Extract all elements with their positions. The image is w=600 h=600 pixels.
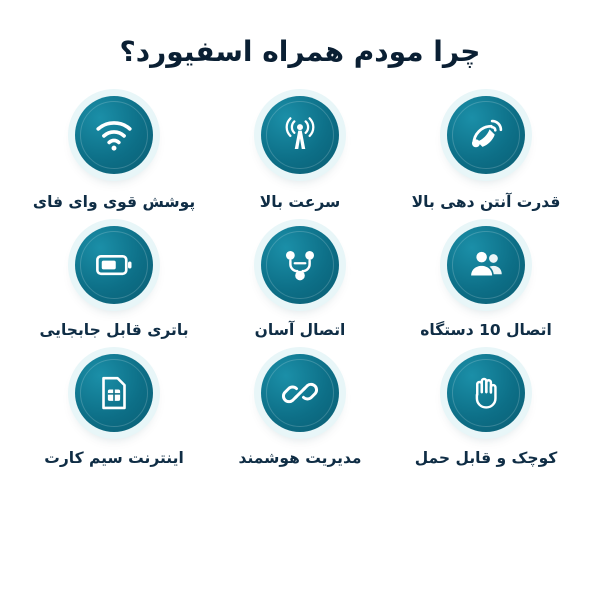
feature-label: باتری قابل جابجایی (39, 321, 189, 340)
link-chain-icon (279, 372, 321, 414)
features-row (20, 226, 580, 342)
feature-label: اتصال آسان (254, 321, 346, 340)
users-group-icon (465, 244, 507, 286)
feature-label: کوچک و قابل حمل (414, 448, 558, 467)
feature-label: پوشش قوی وای فای (32, 193, 196, 212)
feature-item-link-chain[interactable] (207, 354, 393, 470)
feature-badge (447, 96, 525, 174)
sim-card-icon (93, 372, 135, 414)
features-row (20, 96, 580, 214)
feature-badge (75, 354, 153, 432)
feature-item-easy-connection[interactable] (207, 226, 393, 342)
feature-badge (261, 96, 339, 174)
feature-label: اینترنت سیم کارت (44, 448, 184, 467)
feature-badge (75, 226, 153, 304)
feature-item-satellite-dish[interactable] (393, 96, 579, 214)
feature-badge (75, 96, 153, 174)
satellite-dish-icon (465, 114, 507, 156)
feature-item-sim-card[interactable] (21, 354, 207, 470)
features-row (20, 354, 580, 470)
battery-icon (93, 244, 135, 286)
feature-badge (261, 354, 339, 432)
hand-icon (465, 372, 507, 414)
feature-badge (447, 354, 525, 432)
feature-item-wifi[interactable] (21, 96, 207, 214)
feature-label: قدرت آنتن دهی بالا (411, 193, 561, 212)
features-grid (20, 96, 580, 469)
feature-badge (447, 226, 525, 304)
feature-item-hand[interactable] (393, 354, 579, 470)
feature-item-users-group[interactable] (393, 226, 579, 342)
feature-label: اتصال 10 دستگاه (420, 321, 552, 340)
wifi-icon (93, 114, 135, 156)
signal-tower-icon (279, 114, 321, 156)
feature-item-signal-tower[interactable] (207, 96, 393, 214)
easy-connection-icon (279, 244, 321, 286)
page-title: چرا مودم همراه اسفیورد؟ (119, 35, 481, 68)
feature-label: مدیریت هوشمند (238, 448, 362, 467)
feature-label: سرعت بالا (259, 193, 341, 212)
feature-badge (261, 226, 339, 304)
feature-item-battery[interactable] (21, 226, 207, 342)
